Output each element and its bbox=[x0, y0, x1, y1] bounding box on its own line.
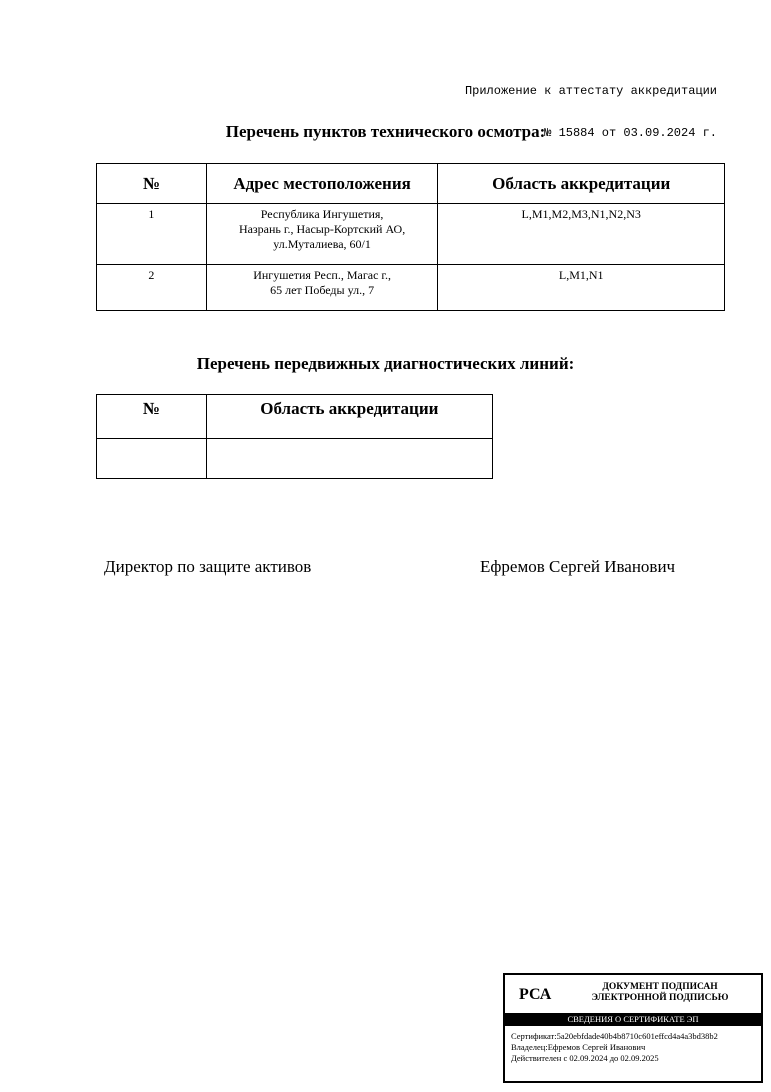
stamp-certificate-info bbox=[505, 1025, 761, 1081]
row-number: 1 bbox=[148, 207, 155, 221]
row-number: 2 bbox=[148, 268, 155, 282]
stamp-caption-line1: ДОКУМЕНТ ПОДПИСАН bbox=[602, 982, 718, 992]
row-address: Республика Ингушетия, Назрань г., Насыр-Кортский АО, ул.Муталиева, 60/1 bbox=[238, 207, 406, 251]
table-header-row bbox=[97, 395, 493, 439]
attachment-note-line1: Приложение к аттестату аккредитации bbox=[464, 84, 717, 98]
column-header-number: № bbox=[97, 395, 207, 439]
certificate-validity: Действителен с 02.09.2024 до 02.09.2025 bbox=[511, 1053, 659, 1063]
stamp-certificate-bar: СВЕДЕНИЯ О СЕРТИФИКАТЕ ЭП bbox=[505, 1013, 761, 1025]
stamp-caption bbox=[565, 982, 755, 1004]
table-row bbox=[97, 204, 725, 265]
inspection-points-table bbox=[96, 163, 725, 311]
table-row bbox=[97, 265, 725, 311]
mobile-lines-table bbox=[96, 394, 493, 479]
row-scope: L,M1,M2,M3,N1,N2,N3 bbox=[521, 207, 641, 221]
certificate-owner: Владелец:Ефремов Сергей Иванович bbox=[511, 1042, 646, 1052]
column-header-scope: Область аккредитации bbox=[438, 164, 725, 204]
column-header-number: № bbox=[97, 164, 207, 204]
row-scope: L,M1,N1 bbox=[558, 268, 604, 282]
column-header-scope: Область аккредитации bbox=[206, 395, 492, 439]
row-address: Ингушетия Респ., Магас г., 65 лет Победы ул., 7 bbox=[253, 268, 391, 297]
stamp-header bbox=[505, 975, 761, 1013]
inspection-points-title: Перечень пунктов технического осмотра: bbox=[225, 122, 546, 141]
column-header-address: Адрес местоположения bbox=[206, 164, 438, 204]
rsa-logo: РСА bbox=[519, 986, 552, 1003]
signer-position: Директор по защите активов bbox=[104, 557, 312, 576]
attachment-note-line2: № 15884 от 03.09.2024 г. bbox=[544, 126, 717, 140]
table-header-row bbox=[97, 164, 725, 204]
certificate-id: Сертификат:5a20ebfdade40b4b8710c601effcd4a4a3bd38b2 bbox=[511, 1031, 718, 1041]
electronic-signature-stamp bbox=[503, 973, 763, 1083]
signer-name: Ефремов Сергей Иванович bbox=[480, 557, 676, 576]
stamp-caption-line2: ЭЛЕКТРОННОЙ ПОДПИСЬЮ bbox=[591, 993, 729, 1003]
empty-cell bbox=[97, 439, 207, 479]
empty-cell bbox=[206, 439, 492, 479]
table-row-empty bbox=[97, 439, 493, 479]
mobile-lines-title: Перечень передвижных диагностических линий: bbox=[196, 354, 575, 373]
